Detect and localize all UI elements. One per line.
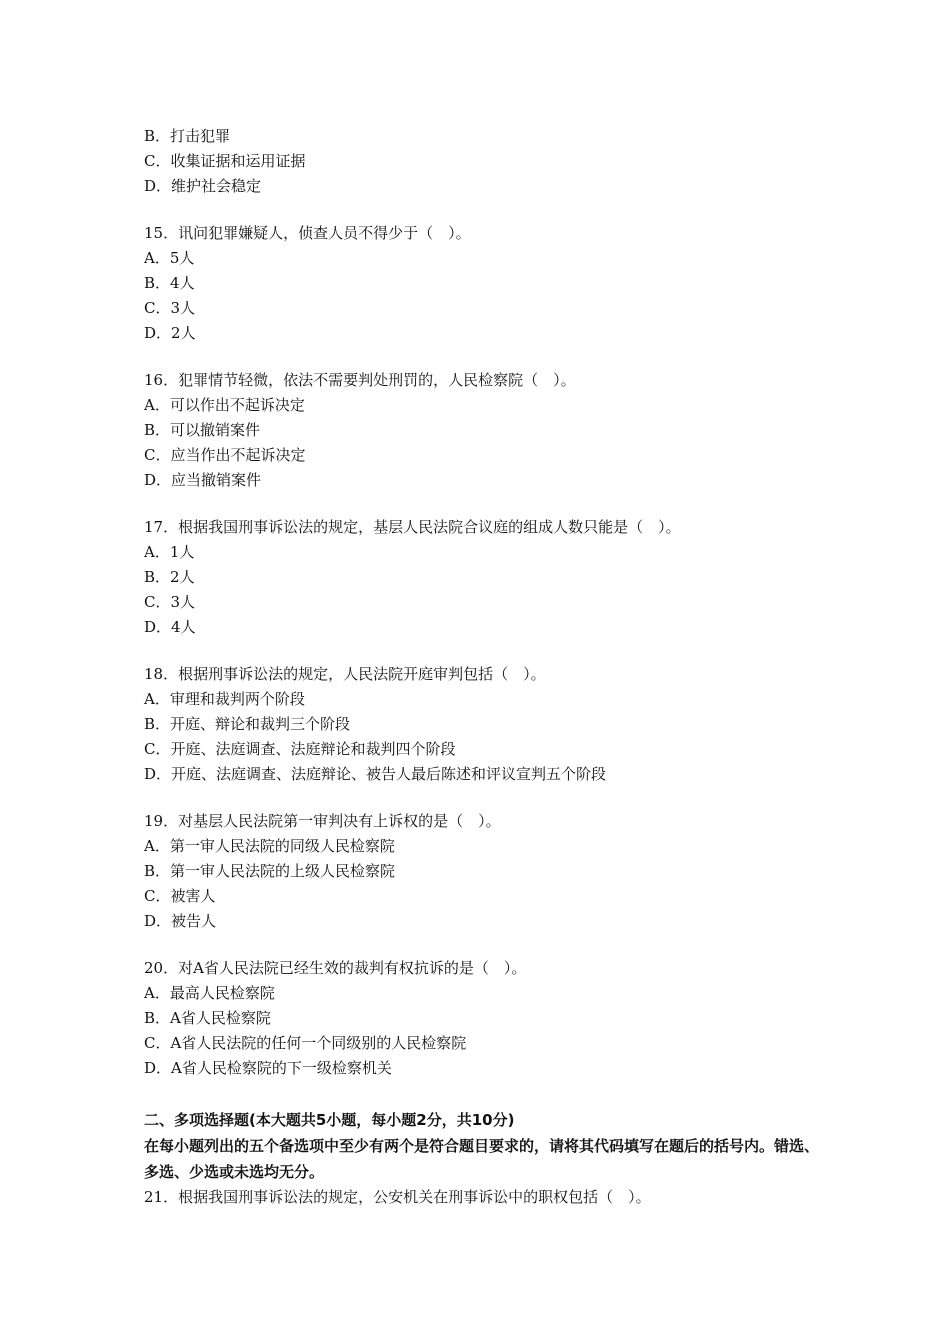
question-16	[144, 368, 824, 493]
option-d: D．被告人	[144, 912, 217, 930]
question-stem: 21．根据我国刑事诉讼法的规定，公安机关在刑事诉讼中的职权包括（ ）。	[144, 1188, 651, 1206]
question-20	[144, 956, 824, 1081]
option-c: C．收集证据和运用证据	[144, 152, 306, 170]
option-a: A．最高人民检察院	[144, 984, 275, 1002]
question-stem: 16．犯罪情节轻微，依法不需要判处刑罚的，人民检察院（ ）。	[144, 371, 576, 389]
question-stem: 18．根据刑事诉讼法的规定，人民法院开庭审判包括（ ）。	[144, 665, 546, 683]
option-a: A．第一审人民法院的同级人民检察院	[144, 837, 395, 855]
question-21	[144, 1185, 824, 1210]
option-b: B．第一审人民法院的上级人民检察院	[144, 862, 396, 880]
question-17	[144, 515, 824, 640]
option-a: A．1人	[144, 543, 195, 561]
option-a: A．5人	[144, 249, 195, 267]
option-b: B．可以撤销案件	[144, 421, 261, 439]
option-c: C．3人	[144, 593, 196, 611]
section-instruction: 在每小题列出的五个备选项中至少有两个是符合题目要求的，请将其代码填写在题后的括号内。错选、多选、少选或未选均无分。	[144, 1137, 820, 1181]
question-stem: 19．对基层人民法院第一审判决有上诉权的是（ ）。	[144, 812, 501, 830]
option-c: C．被害人	[144, 887, 216, 905]
section-heading: 二、多项选择题(本大题共5小题，每小题2分，共10分)	[144, 1111, 515, 1129]
section-2-multiple-choice	[144, 1107, 824, 1185]
option-a: A．可以作出不起诉决定	[144, 396, 305, 414]
exam-page	[144, 124, 824, 1210]
question-stem: 20．对A省人民法院已经生效的裁判有权抗诉的是（ ）。	[144, 959, 527, 977]
option-c: C．3人	[144, 299, 196, 317]
option-d: D．4人	[144, 618, 196, 636]
question-stem: 17．根据我国刑事诉讼法的规定，基层人民法院合议庭的组成人数只能是（ ）。	[144, 518, 681, 536]
option-d: D．2人	[144, 324, 196, 342]
option-b: B．开庭、辩论和裁判三个阶段	[144, 715, 351, 733]
option-d: D．应当撤销案件	[144, 471, 262, 489]
option-b: B．A省人民检察院	[144, 1009, 271, 1027]
option-c: C．应当作出不起诉决定	[144, 446, 306, 464]
option-d: D．A省人民检察院的下一级检察机关	[144, 1059, 392, 1077]
question-14-options	[144, 124, 824, 199]
question-stem: 15．讯问犯罪嫌疑人，侦查人员不得少于（ ）。	[144, 224, 471, 242]
option-d: D．开庭、法庭调查、法庭辩论、被告人最后陈述和评议宣判五个阶段	[144, 765, 607, 783]
option-d: D．维护社会稳定	[144, 177, 262, 195]
option-b: B．2人	[144, 568, 195, 586]
option-b: B．4人	[144, 274, 195, 292]
option-c: C．开庭、法庭调查、法庭辩论和裁判四个阶段	[144, 740, 456, 758]
option-c: C．A省人民法院的任何一个同级别的人民检察院	[144, 1034, 467, 1052]
question-15	[144, 221, 824, 346]
question-19	[144, 809, 824, 934]
option-b: B．打击犯罪	[144, 127, 231, 145]
option-a: A．审理和裁判两个阶段	[144, 690, 305, 708]
question-18	[144, 662, 824, 787]
